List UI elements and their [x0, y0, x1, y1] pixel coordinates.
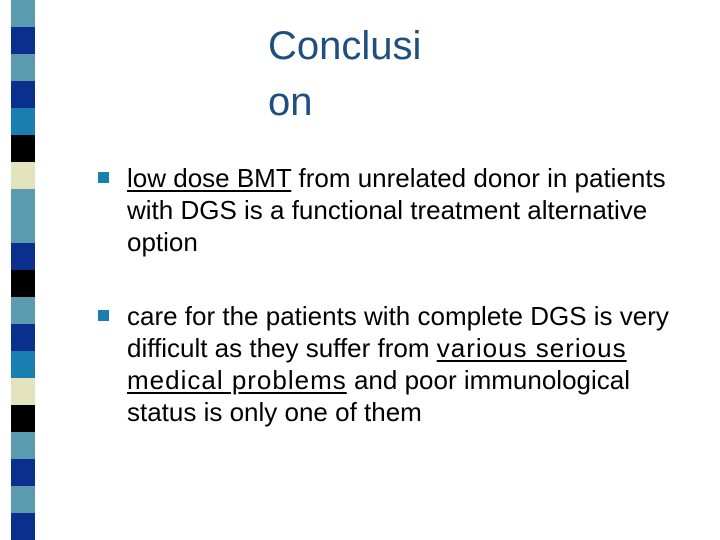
title-line-2: on [268, 80, 313, 124]
strip-block [11, 459, 35, 486]
strip-block [11, 54, 35, 81]
strip-block [11, 513, 35, 540]
strip-block [11, 216, 35, 243]
strip-block [11, 324, 35, 351]
slide-title [268, 18, 468, 130]
square-bullet-icon [98, 310, 109, 321]
strip-block [11, 135, 35, 162]
strip-block [11, 27, 35, 54]
square-bullet-icon [98, 172, 109, 183]
left-decorative-strip [11, 0, 35, 540]
strip-block [11, 432, 35, 459]
bullet-item-1 [98, 162, 698, 258]
title-line-1: Conclusi [268, 24, 422, 68]
bullet-2-text-post: and poor immunological status is only one of them [127, 365, 631, 427]
strip-block [11, 486, 35, 513]
strip-block [11, 81, 35, 108]
strip-block [11, 243, 35, 270]
bullet-2-text-pre: care for the patients with complete DGS is very difficult as they suffer from [127, 301, 669, 363]
bullet-2-emphasis: various serious medical problems [127, 333, 627, 395]
strip-block [11, 351, 35, 378]
bullet-1-text: from unrelated donor in patients with DGS is a functional treatment alternative option [127, 163, 666, 257]
bullet-1-emphasis: low dose BMT [127, 163, 292, 193]
strip-block [11, 0, 35, 27]
strip-block [11, 405, 35, 432]
bullet-list [98, 162, 698, 428]
bullet-item-2 [98, 300, 698, 428]
strip-block [11, 189, 35, 216]
strip-block [11, 270, 35, 297]
strip-block [11, 297, 35, 324]
strip-block [11, 162, 35, 189]
strip-block [11, 108, 35, 135]
strip-block [11, 378, 35, 405]
